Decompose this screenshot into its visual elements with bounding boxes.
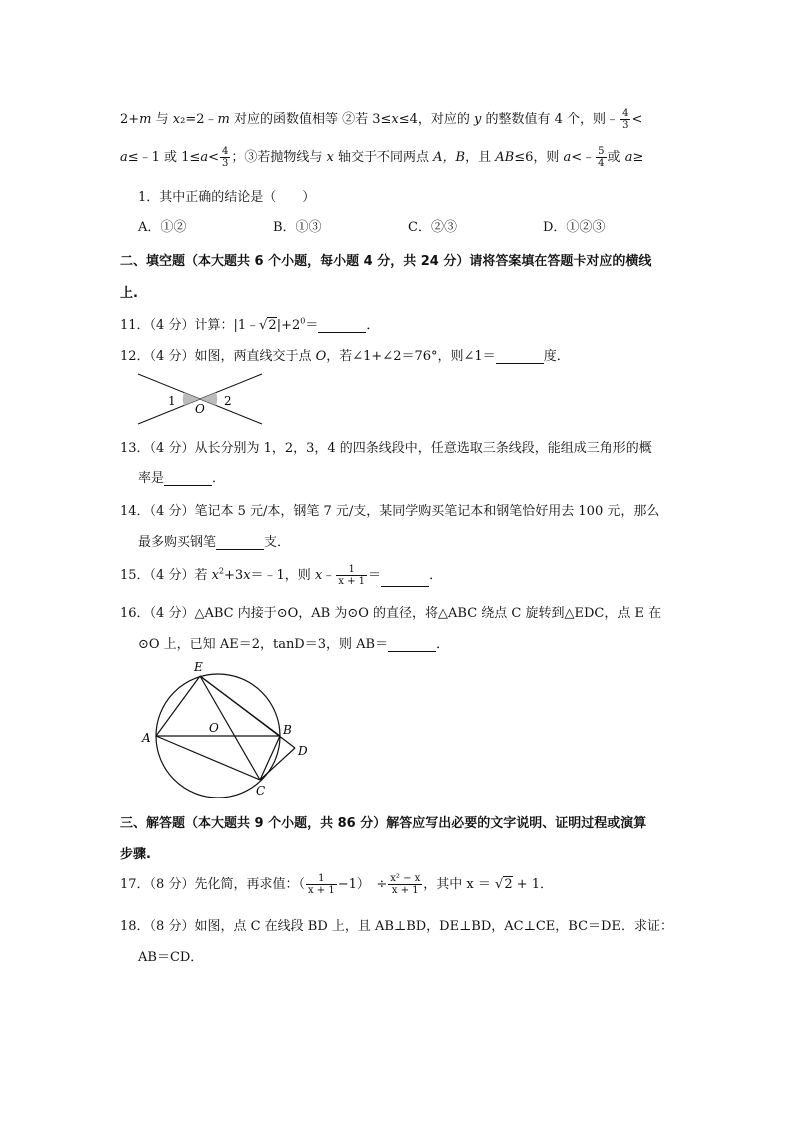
segment-ae [156,676,200,736]
choice-b: B．①③ [273,220,322,235]
answer-blank [216,537,264,550]
fraction-1-over-x-plus-1: $\frac{1}{x + 1}$ [338,564,366,587]
q18-cont: AB＝CD． [138,950,204,965]
q16-figure [138,658,318,798]
label-e: E [194,660,203,674]
q12-figure [130,368,270,430]
q13: 13．（4 分）从长分别为 1，2，3，4 的四条线段中，任意选取三条线段，能组成三角形的概 [120,441,652,456]
answer-blank [164,473,212,486]
fraction-4-3: $\frac{4}{3}$ [622,108,629,131]
q14-cont: 最多购买钢笔 支． [138,535,291,550]
q16: 16．（4 分）△ABC 内接于⊙O，AB 为⊙O 的直径，将△ABC 绕点 C 旋转到△EDC，点 E 在 [120,606,662,621]
label-1: 1 [168,394,176,408]
q13-cont: 率是 ． [138,471,226,486]
segment-bc [260,736,280,780]
fraction-5-4: $\frac{5}{4}$ [598,146,605,169]
q10-line2: a≤﹣1 或 1≤a< $\frac{4}{3}$ ；③若抛物线与 x 轴交于不同两点 A，B，且 AB≤6，则 a<﹣ $\frac{5}{4}$ 或 a≥ [120,146,644,169]
answer-blank [381,574,429,587]
label-a: A [142,731,151,745]
answer-blank [388,639,436,652]
q17: 17．（8 分）先化简，再求值：（ $\frac{1}{x + 1}$ −1） ÷ $\frac{\text{x² − x}}{x + 1}$ ，其中 x ＝ √2 + 1． [120,873,554,896]
label-2: 2 [224,394,232,408]
section3-heading-cont: 步骤. [120,847,151,862]
fraction-1-over-x-plus-1: $\frac{1}{x + 1}$ [307,873,335,896]
segment-ed [200,676,295,748]
q18: 18．（8 分）如图，点 C 在线段 BD 上，且 AB⊥BD，DE⊥BD，AC⊥CE，BC＝DE．求证： [120,919,673,934]
segment-ac [156,736,260,780]
q10-choices [138,216,678,235]
answer-blank [318,320,366,333]
answer-blank [496,351,544,364]
label-o: O [195,402,205,416]
choice-c: C．②③ [408,220,457,235]
section3-heading: 三、解答题（本大题共 9 个小题，共 86 分）解答应写出必要的文字说明、证明过程或演算 [120,816,647,831]
choice-a: A．①② [138,220,187,235]
choice-d: D．①②③ [543,220,606,235]
label-c: C [256,784,266,798]
label-d: D [298,744,308,758]
q16-cont: ⊙O 上，已知 AE＝2，tanD＝3，则 AB＝ ． [138,637,450,652]
section2-heading-cont: 上. [120,286,138,301]
fraction-x2-minus-x: $\frac{\text{x² − x}}{x + 1}$ [390,873,421,896]
q12: 12．（4 分）如图，两直线交于点 O，若∠1+∠2＝76°，则∠1＝ 度． [120,349,570,364]
q11: 11．（4 分）计算：$|1﹣√2|+2^0=$ ． [120,316,380,333]
q10-line3: 1．其中正确的结论是（ ） [138,190,316,205]
label-b: B [283,723,292,737]
label-o: O [209,721,219,735]
q15: 15．（4 分）若 $x^2+3x=﹣1$，则 x﹣ $\frac{1}{x + 1}$ ＝ ． [120,564,443,587]
q10-line1: 2+m 与 x₂=2﹣m 对应的函数值相等 ②若 3≤x≤4，对应的 y 的整数值有 4 个，则﹣ $\frac{4}{3}$ < [120,108,643,131]
section2-heading: 二、填空题（本大题共 6 个小题，每小题 4 分，共 24 分）请将答案填在答题卡对应的横线 [120,254,652,269]
fraction-4-3-b: $\frac{4}{3}$ [222,146,229,169]
q14: 14．（4 分）笔记本 5 元/本，钢笔 7 元/支，某同学购买笔记本和钢笔恰好用去 100 元，那么 [120,504,660,519]
